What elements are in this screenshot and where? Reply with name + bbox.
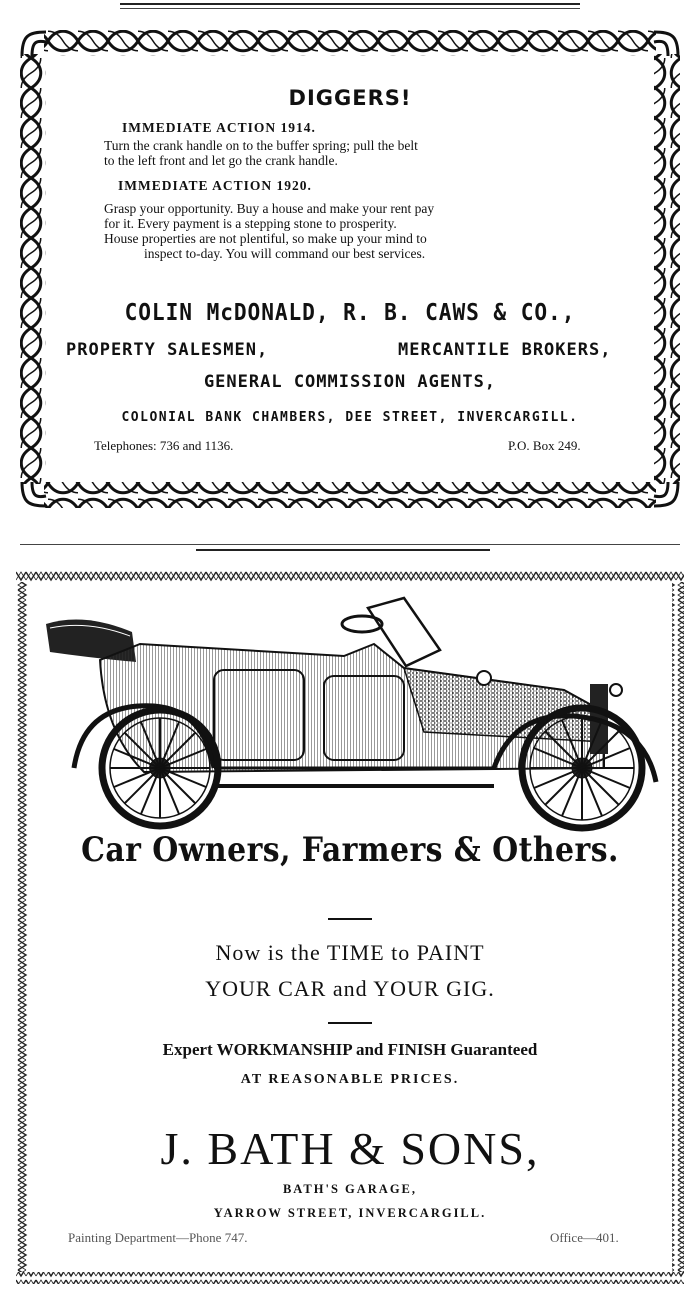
section1-line-2: to the left front and let go the crank handle.: [104, 153, 338, 168]
telephones: Telephones: 736 and 1136.: [94, 438, 234, 453]
section2-line-1: Grasp your opportunity. Buy a house and make your rent pay: [104, 201, 435, 216]
po-box: P.O. Box 249.: [508, 438, 581, 453]
section2-heading: IMMEDIATE ACTION 1920.: [118, 178, 312, 193]
street-address: YARROW STREET, INVERCARGILL.: [213, 1206, 487, 1220]
touring-car-illustration: [44, 572, 664, 842]
section2-line-4: inspect to-day. You will command our best services.: [144, 246, 426, 261]
garage-name: BATH'S GARAGE,: [282, 1182, 418, 1196]
role-right: MERCANTILE BROKERS,: [398, 340, 612, 360]
paint-line-1: Now is the TIME to PAINT: [215, 940, 485, 965]
diggers-advertisement: [18, 28, 682, 510]
role-center: GENERAL COMMISSION AGENTS,: [203, 372, 497, 392]
section1-heading: IMMEDIATE ACTION 1914.: [122, 120, 316, 135]
separator-rule-bold: [196, 549, 490, 551]
top-rule: [120, 3, 580, 5]
bath-and-sons-advertisement: [16, 570, 684, 1284]
section2-line-2: for it. Every payment is a stepping stone to prosperity.: [104, 216, 397, 231]
office-phone: Office—401.: [550, 1230, 619, 1245]
divider-2: [328, 1022, 372, 1024]
headline: Car Owners, Farmers & Others.: [81, 830, 619, 870]
painting-department-phone: Painting Department—Phone 747.: [68, 1230, 248, 1245]
expert-workmanship: Expert WORKMANSHIP and FINISH Guaranteed: [162, 1040, 538, 1059]
address: COLONIAL BANK CHAMBERS, DEE STREET, INVERCARGILL.: [121, 410, 579, 425]
firm-name-bath: J. BATH & SONS,: [160, 1123, 540, 1174]
divider-1: [328, 918, 372, 920]
ad1-title: DIGGERS!: [288, 86, 412, 110]
reasonable-prices: AT REASONABLE PRICES.: [240, 1072, 460, 1087]
firm-name: COLIN McDONALD, R. B. CAWS & CO.,: [124, 300, 576, 326]
section2-line-3: House properties are not plentiful, so make up your mind to: [104, 231, 427, 246]
role-left: PROPERTY SALESMEN,: [66, 340, 269, 360]
top-rule-secondary: [120, 8, 580, 9]
section1-line-1: Turn the crank handle on to the buffer spring; pull the belt: [104, 138, 418, 153]
separator-rule: [20, 544, 680, 545]
paint-line-2: YOUR CAR and YOUR GIG.: [205, 976, 495, 1001]
